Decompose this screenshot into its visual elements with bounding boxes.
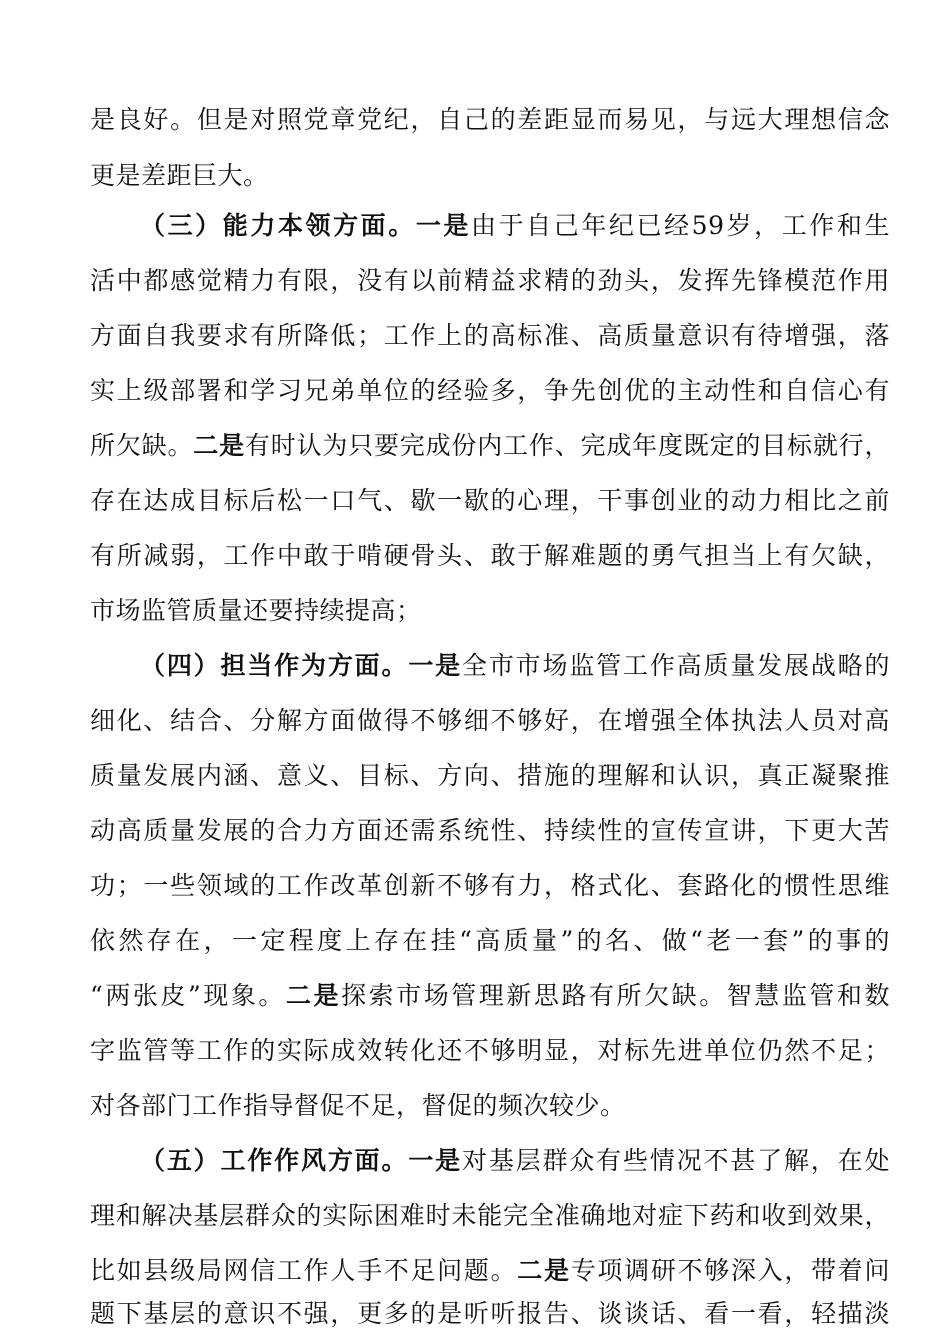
text-line: 题下基层的意识不强，更多的是听听报告、谈谈话、看一看，轻描淡 (90, 1299, 890, 1328)
section-heading: （五）工作作风方面。 (140, 1146, 409, 1175)
text-line: 字监管等工作的实际成效转化还不够明显，对标先进单位仍然不足； (90, 1036, 890, 1065)
text-line: 是良好。但是对照党章党纪，自己的差距显而易见，与远大理想信念 (90, 105, 890, 134)
point-marker: 二是 (193, 431, 245, 460)
point-marker: 二是 (517, 1256, 571, 1285)
text-line: 质量发展内涵、意义、目标、方向、措施的理解和认识，真正凝聚推 (90, 761, 890, 790)
section-heading-line: （三）能力本领方面。一是由于自己年纪已经59岁，工作和生 (140, 211, 890, 240)
point-marker: 一是 (415, 211, 471, 240)
text-line: 市场监管质量还要持续提高； (90, 596, 422, 625)
text-line: 活中都感觉精力有限，没有以前精益求精的劲头，发挥先锋模范作用 (90, 266, 890, 295)
text-line: 依然存在，一定程度上存在挂“高质量”的名、做“老一套”的事的 (90, 926, 890, 955)
text-line: 有所减弱，工作中敢于啃硬骨头、敢于解难题的勇气担当上有欠缺， (90, 541, 890, 570)
text-line: 理和解决基层群众的实际困难时未能完全准确地对症下药和收到效果， (90, 1201, 890, 1230)
text-line: 细化、结合、分解方面做得不够细不够好，在增强全体执法人员对高 (90, 706, 890, 735)
text-line: 方面自我要求有所降低；工作上的高标准、高质量意识有待增强，落 (90, 321, 890, 350)
text-line: 所欠缺。二是有时认为只要完成份内工作、完成年度既定的目标就行， (90, 431, 890, 460)
point-marker: 二是 (285, 981, 342, 1010)
text-line: 存在达成目标后松一口气、歇一歇的心理，干事创业的动力相比之前 (90, 486, 890, 515)
point-marker: 一是 (408, 651, 462, 680)
section-heading: （三）能力本领方面。 (140, 211, 416, 240)
text-line: 实上级部署和学习兄弟单位的经验多，争先创优的主动性和自信心有 (90, 376, 890, 405)
section-heading: （四）担当作为方面。 (140, 651, 409, 680)
text-line: 更是差距巨大。 (90, 161, 269, 190)
section-heading-line: （四）担当作为方面。一是全市市场监管工作高质量发展战略的 (140, 651, 890, 680)
section-heading-line: （五）工作作风方面。一是对基层群众有些情况不甚了解，在处 (140, 1146, 890, 1175)
text-line: “两张皮”现象。二是探索市场管理新思路有所欠缺。智慧监管和数 (90, 981, 890, 1010)
text-line: 对各部门工作指导督促不足，督促的频次较少。 (90, 1091, 626, 1120)
text-line: 功；一些领域的工作改革创新不够有力，格式化、套路化的惯性思维 (90, 871, 890, 900)
point-marker: 一是 (408, 1146, 462, 1175)
text-line: 比如县级局网信工作人手不足问题。二是专项调研不够深入，带着问 (90, 1256, 890, 1285)
text-line: 动高质量发展的合力方面还需系统性、持续性的宣传宣讲，下更大苦 (90, 816, 890, 845)
